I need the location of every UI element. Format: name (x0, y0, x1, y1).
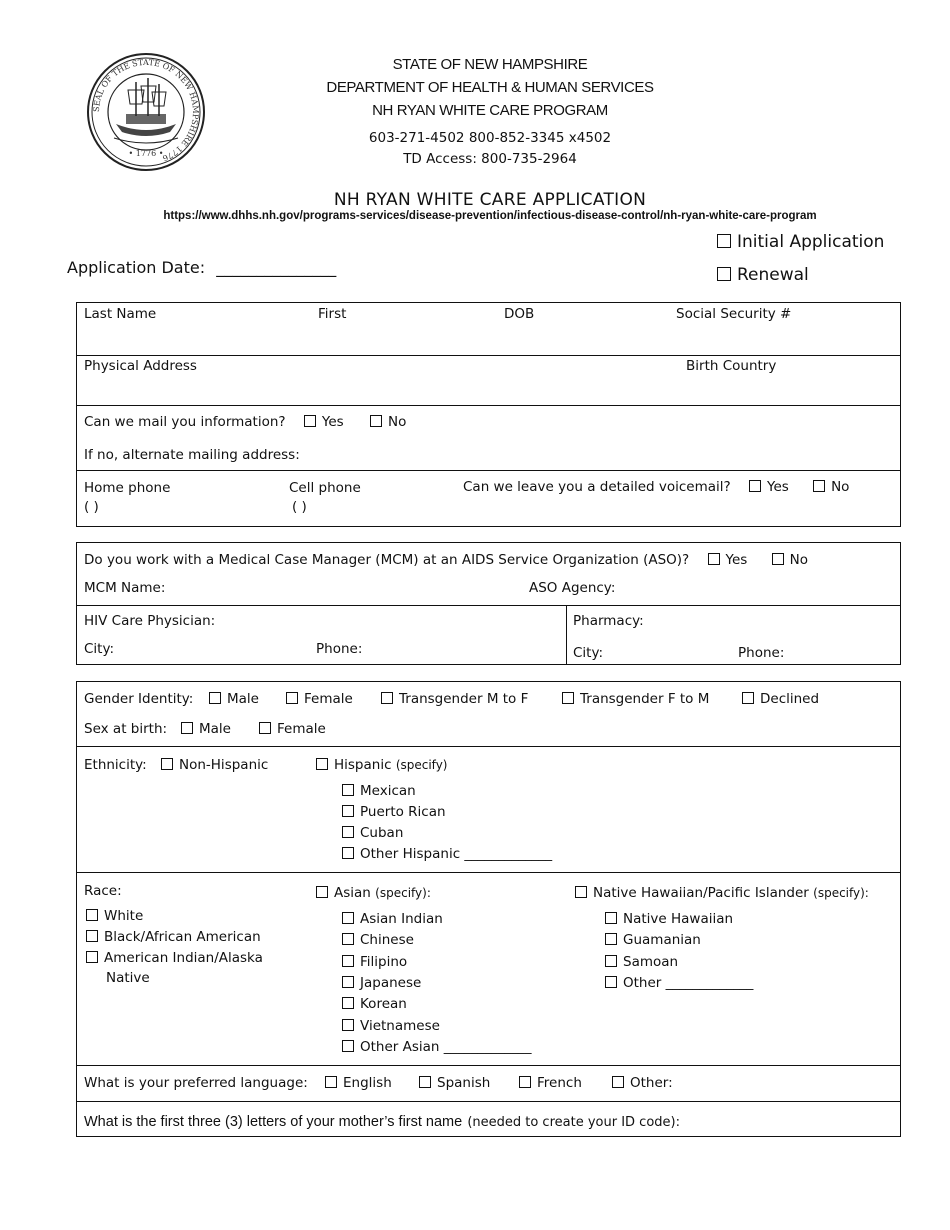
initial-application-option[interactable] (717, 232, 884, 252)
asian-indian-checkbox[interactable] (342, 912, 354, 924)
preferred-language-label: What is your preferred language: (84, 1075, 308, 1091)
nhpi-checkbox[interactable] (575, 886, 587, 898)
divider (76, 405, 901, 406)
mcm-question (84, 552, 808, 568)
french-checkbox[interactable] (519, 1076, 531, 1088)
hispanic-other-checkbox[interactable] (342, 847, 354, 859)
other-asian-checkbox[interactable] (342, 1040, 354, 1052)
td-access: TD Access: 800-735-2964 (403, 151, 577, 167)
application-date-label: Application Date: (67, 258, 206, 277)
race-option-continued: Native (106, 970, 150, 986)
state-seal (86, 52, 206, 172)
mother-name-field[interactable] (84, 1111, 680, 1130)
pharmacy-phone-field[interactable]: Phone: (738, 645, 785, 661)
language-option[interactable] (419, 1075, 490, 1091)
option-label: Filipino (360, 954, 408, 970)
option-label: Transgender F to M (580, 691, 710, 707)
option-label: Native Hawaiian/Pacific Islander (593, 885, 809, 901)
gender-trans-mtf-checkbox[interactable] (381, 692, 393, 704)
option-label: Other _____________ (623, 975, 754, 991)
pharmacy-field[interactable]: Pharmacy: (573, 613, 644, 629)
samoan-checkbox[interactable] (605, 955, 617, 967)
cell-phone-label: Cell phone (289, 480, 361, 496)
option-label: White (104, 908, 144, 924)
option-label: Samoan (623, 954, 679, 970)
voicemail-yes-checkbox[interactable] (749, 480, 761, 492)
no-label: No (831, 479, 850, 495)
no-label: No (789, 552, 808, 568)
asian-option[interactable] (342, 911, 443, 927)
japanese-checkbox[interactable] (342, 976, 354, 988)
non-hispanic-checkbox[interactable] (161, 758, 173, 770)
race-option[interactable] (86, 950, 263, 966)
guamanian-checkbox[interactable] (605, 933, 617, 945)
application-date (67, 258, 336, 277)
spanish-checkbox[interactable] (419, 1076, 431, 1088)
language-option[interactable] (519, 1075, 582, 1091)
divider (76, 1101, 901, 1102)
native-hawaiian-checkbox[interactable] (605, 912, 617, 924)
hispanic-puerto-rican-checkbox[interactable] (342, 805, 354, 817)
other-nhpi-checkbox[interactable] (605, 976, 617, 988)
hispanic-mexican-checkbox[interactable] (342, 784, 354, 796)
program-url[interactable]: https://www.dhhs.nh.gov/programs-services/disease-prevention/infectious-disease-control/nh-ryan-white-care-program (163, 210, 817, 222)
initial-application-checkbox[interactable] (717, 234, 731, 248)
hispanic-option[interactable] (342, 825, 403, 841)
asian-option[interactable] (342, 932, 414, 948)
option-label: Male (227, 691, 259, 707)
race-black-checkbox[interactable] (86, 930, 98, 942)
hispanic-option[interactable] (342, 804, 446, 820)
option-label: Other Asian _____________ (360, 1039, 532, 1055)
race-option[interactable] (86, 929, 261, 945)
option-label: Native Hawaiian (623, 911, 734, 927)
divider (76, 355, 901, 356)
yes-label: Yes (725, 552, 748, 568)
gender-option-trans-mtf[interactable] (381, 691, 528, 707)
specify-note: (specify) (395, 758, 448, 772)
ssn-field[interactable]: Social Security # (676, 306, 792, 322)
dob-field[interactable]: DOB (504, 306, 535, 322)
gender-option-female[interactable] (286, 691, 353, 707)
gender-option-trans-ftm[interactable] (562, 691, 709, 707)
ethnicity-non-hispanic[interactable] (161, 757, 268, 773)
option-label: Puerto Rican (360, 804, 446, 820)
option-label: Female (304, 691, 353, 707)
gender-option-declined[interactable] (742, 691, 819, 707)
gender-male-checkbox[interactable] (209, 692, 221, 704)
other-language-checkbox[interactable] (612, 1076, 624, 1088)
option-label: Vietnamese (360, 1018, 440, 1034)
option-label: Korean (360, 996, 407, 1012)
option-label: Transgender M to F (399, 691, 529, 707)
cell-phone-field[interactable]: ( ) (292, 499, 307, 515)
option-label: Asian (334, 885, 371, 901)
option-label: Spanish (437, 1075, 491, 1091)
physician-field[interactable]: HIV Care Physician: (84, 613, 216, 629)
gender-option-male[interactable] (209, 691, 259, 707)
option-label: Other Hispanic _____________ (360, 846, 553, 862)
language-option[interactable] (612, 1075, 673, 1091)
filipino-checkbox[interactable] (342, 955, 354, 967)
application-date-field[interactable]: _______________ (216, 258, 337, 277)
race-nhpi[interactable] (575, 885, 869, 901)
vietnamese-checkbox[interactable] (342, 1019, 354, 1031)
mcm-yes-option[interactable] (708, 552, 748, 568)
option-label: Asian Indian (360, 911, 443, 927)
state-name: STATE OF NEW HAMPSHIRE (392, 56, 588, 73)
mail-info-label: Can we mail you information? (84, 414, 286, 430)
nhpi-option[interactable] (605, 954, 678, 970)
pharmacy-city-field[interactable]: City: (573, 645, 604, 661)
option-label: Non-Hispanic (179, 757, 269, 773)
mcm-yes-checkbox[interactable] (708, 553, 720, 565)
gender-declined-checkbox[interactable] (742, 692, 754, 704)
home-phone-field[interactable]: ( ) (84, 499, 99, 515)
divider (76, 872, 901, 873)
sex-option-female[interactable] (259, 721, 326, 737)
option-label: Declined (760, 691, 820, 707)
mail-info-question (84, 414, 406, 430)
option-label: Female (277, 721, 326, 737)
program-phones: 603-271-4502 800-852-3345 x4502 (368, 130, 612, 146)
mail-no-checkbox[interactable] (370, 415, 382, 427)
sex-male-checkbox[interactable] (181, 722, 193, 734)
program-name: NH RYAN WHITE CARE PROGRAM (372, 102, 608, 119)
nhpi-option[interactable] (605, 932, 701, 948)
option-label: Black/African American (104, 929, 261, 945)
seal-text: SEAL OF THE STATE OF NEW HAMPSHIRE 1776 (91, 57, 201, 163)
voicemail-label: Can we leave you a detailed voicemail? (463, 479, 731, 495)
yes-label: Yes (321, 414, 344, 430)
physician-phone-field[interactable]: Phone: (316, 641, 363, 657)
first-name-field[interactable]: First (318, 306, 347, 322)
race-american-indian-checkbox[interactable] (86, 951, 98, 963)
department-name: DEPARTMENT OF HEALTH & HUMAN SERVICES (326, 79, 654, 96)
asian-option[interactable] (342, 996, 407, 1012)
sex-at-birth-label: Sex at birth: (84, 721, 168, 737)
gender-identity-label: Gender Identity: (84, 691, 194, 707)
yes-label: Yes (766, 479, 789, 495)
asian-checkbox[interactable] (316, 886, 328, 898)
hispanic-option[interactable] (342, 846, 552, 862)
nhpi-option[interactable] (605, 975, 753, 991)
option-label: French (537, 1075, 582, 1091)
race-label: Race: (84, 883, 122, 899)
race-option[interactable] (86, 908, 143, 924)
option-label: Hispanic (334, 757, 392, 773)
mother-name-note: (needed to create your ID code): (467, 1115, 680, 1130)
specify-note: (specify): (375, 886, 431, 900)
option-label: Other: (630, 1075, 673, 1091)
home-phone-label: Home phone (84, 480, 171, 496)
voicemail-yes-option[interactable] (749, 479, 789, 495)
ethnicity-label: Ethnicity: (84, 757, 147, 773)
sex-option-male[interactable] (181, 721, 231, 737)
option-label: Cuban (360, 825, 404, 841)
no-label: No (387, 414, 407, 430)
asian-option[interactable] (342, 1018, 440, 1034)
divider (76, 746, 901, 747)
demographics-section (76, 681, 901, 1137)
asian-option[interactable] (342, 954, 407, 970)
option-label: Japanese (360, 975, 422, 991)
divider (566, 605, 567, 665)
aso-agency-field[interactable]: ASO Agency: (529, 580, 616, 596)
hispanic-checkbox[interactable] (316, 758, 328, 770)
gender-female-checkbox[interactable] (286, 692, 298, 704)
mother-name-question: What is the first three (3) letters of your mother’s first name (84, 1114, 463, 1130)
renewal-label: Renewal (737, 265, 809, 285)
initial-application-label: Initial Application (737, 232, 885, 252)
voicemail-no-option[interactable] (813, 479, 849, 495)
voicemail-question (463, 479, 849, 495)
hispanic-option[interactable] (342, 783, 416, 799)
gender-trans-ftm-checkbox[interactable] (562, 692, 574, 704)
form-title: NH RYAN WHITE CARE APPLICATION (333, 190, 647, 210)
option-label: Chinese (360, 932, 414, 948)
mcm-no-checkbox[interactable] (772, 553, 784, 565)
mcm-name-field[interactable]: MCM Name: (84, 580, 166, 596)
korean-checkbox[interactable] (342, 997, 354, 1009)
mail-yes-checkbox[interactable] (304, 415, 316, 427)
option-label: Mexican (360, 783, 416, 799)
hispanic-cuban-checkbox[interactable] (342, 826, 354, 838)
divider (76, 605, 901, 606)
ethnicity-hispanic[interactable] (316, 757, 447, 773)
alternate-mailing-address-field[interactable]: If no, alternate mailing address: (84, 447, 300, 463)
english-checkbox[interactable] (325, 1076, 337, 1088)
voicemail-no-checkbox[interactable] (813, 480, 825, 492)
divider (76, 1065, 901, 1066)
renewal-checkbox[interactable] (717, 267, 731, 281)
mail-no-option[interactable] (370, 414, 406, 430)
renewal-option[interactable] (717, 265, 809, 285)
option-label: Guamanian (623, 932, 701, 948)
mcm-no-option[interactable] (772, 552, 808, 568)
race-white-checkbox[interactable] (86, 909, 98, 921)
chinese-checkbox[interactable] (342, 933, 354, 945)
specify-note: (specify): (813, 886, 869, 900)
divider (76, 470, 901, 471)
physician-city-field[interactable]: City: (84, 641, 115, 657)
svg-text:• 1776 •: • 1776 • (128, 149, 164, 158)
sex-female-checkbox[interactable] (259, 722, 271, 734)
race-asian[interactable] (316, 885, 431, 901)
asian-option[interactable] (342, 1039, 532, 1055)
physical-address-field[interactable]: Physical Address (84, 358, 197, 374)
mcm-question-label: Do you work with a Medical Case Manager (MCM) at an AIDS Service Organization (ASO)? (84, 552, 690, 568)
option-label: English (343, 1075, 392, 1091)
language-option[interactable] (325, 1075, 392, 1091)
birth-country-field[interactable]: Birth Country (686, 358, 777, 374)
asian-option[interactable] (342, 975, 421, 991)
mail-yes-option[interactable] (304, 414, 344, 430)
nhpi-option[interactable] (605, 911, 733, 927)
option-label: Male (199, 721, 231, 737)
last-name-field[interactable]: Last Name (84, 306, 157, 322)
option-label: American Indian/Alaska (104, 950, 263, 966)
